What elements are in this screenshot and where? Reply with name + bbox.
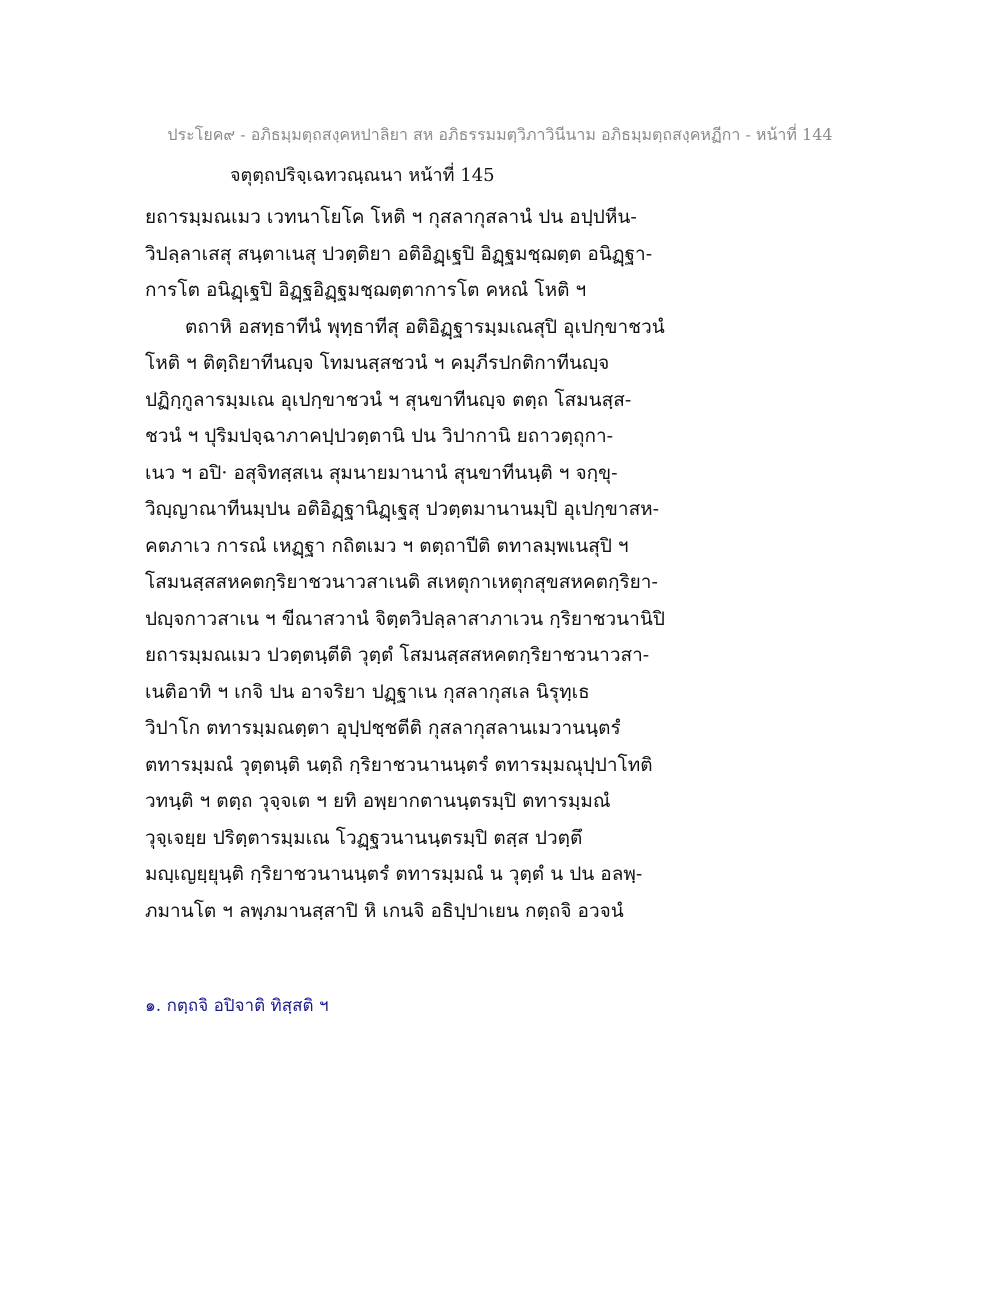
text-line: ยถารมฺมณเมว ปวตฺตนฺตีติ วุตฺตํ โสมนสฺสสหคตกฺริยาชวนาวสา- (145, 644, 650, 666)
text-line: ภมานโต ฯ ลพฺภมานสฺสาปิ หิ เกนจิ อธิปฺปาเยน กตฺถจิ อวจนํ (145, 899, 624, 922)
text-line: ยถารมฺมณเมว เวทนาโยโค โหติ ฯ กุสลากุสลานํ ปน อปฺปหีน- (145, 206, 637, 228)
text-line: มญฺเญยฺยุนฺติ กฺริยาชวนานนฺตรํ ตทารมฺมณํ น วุตฺตํ น ปน อลพฺ- (145, 863, 643, 885)
text-line: วิปาโก ตทารมฺมณตฺตา อุปฺปชฺชตีติ กุสลากุสลานเมวานนฺตรํ (145, 717, 621, 739)
text-line: โสมนสฺสสหคตกฺริยาชวนาวสาเนติ สเหตุกาเหตุกสุขสหคตกฺริยา- (145, 571, 658, 593)
text-line: คตภาเว การณํ เหฏฺฐา กถิตเมว ฯ ตตฺถาปีติ ตทาลมฺพเนสุปิ ฯ (145, 534, 629, 557)
running-header: ประโยค๙ - อภิธมฺมตฺถสงฺคหปาลิยา สห อภิธรรมมตฺวิภาวินีนาม อภิธมฺมตฺถสงฺคหฏีกา - หน้าที่ 144 (167, 125, 833, 144)
body-text (145, 202, 865, 932)
text-line: เนติอาทิ ฯ เกจิ ปน อาจริยา ปฏฺฐาเน กุสลากุสเล นิรุทฺเธ (145, 680, 590, 703)
text-line: เนว ฯ อปิ· อสุจิทสฺสเน สุมนายมานานํ สุนขาทีนนฺติ ฯ จกฺขุ- (145, 461, 618, 484)
text-line: วิญฺญาณาทีนมฺปน อติอิฏฺฐานิฏฺเฐสุ ปวตฺตมานานมฺปิ อุเปกฺขาสห- (145, 498, 660, 520)
text-line: ตทารมฺมณํ วุตฺตนฺติ นตฺถิ กฺริยาชวนานนฺตรํ ตทารมฺมณุปฺปาโทติ (145, 753, 653, 776)
footnote: ๑. กตฺถจิ อปิจาติ ทิสฺสติ ฯ (145, 996, 329, 1016)
text-line: วุจฺเจยฺย ปริตฺตารมฺมเณ โวฏฺฐวนานนฺตรมฺปิ ตสฺส ปวตฺตึ (145, 826, 583, 849)
text-line: การโต อนิฏฺเฐปิ อิฏฺฐอิฏฺฐมชฺฌตฺตาการโต คหณํ โหติ ฯ (145, 279, 587, 301)
text-line: ตถาหิ อสทฺธาทีนํ พุทฺธาทีสุ อติอิฏฺฐารมฺมเณสุปิ อุเปกฺขาชวนํ (185, 315, 665, 338)
text-line: ปฏิกฺกูลารมฺมเณ อุเปกฺขาชวนํ ฯ สุนขาทีนญฺจ ตตฺถ โสมนสฺส- (145, 388, 632, 411)
text-line: โหติ ฯ ติตฺถิยาทีนญฺจ โทมนสฺสชวนํ ฯ คมฺภีรปกติกาทีนญฺจ (145, 352, 610, 374)
text-line: ปญฺจกาวสาเน ฯ ขีณาสวานํ จิตฺตวิปลฺลาสาภาเวน กฺริยาชวนานิปิ (145, 607, 665, 630)
text-line: วทนฺติ ฯ ตตฺถ วุจฺจเต ฯ ยทิ อพฺยากตานนฺตรมฺปิ ตทารมฺมณํ (145, 790, 611, 812)
text-line: วิปลฺลาเสสุ สนฺตาเนสุ ปวตฺติยา อติอิฏฺเฐปิ อิฏฺฐมชฺฌตฺต อนิฏฺฐา- (145, 242, 653, 265)
chapter-heading: จตุตฺถปริจฺเฉทวณฺณนา หน้าที่ 145 (230, 165, 495, 186)
text-line: ชวนํ ฯ ปุริมปจฺฉาภาคปฺปวตฺตานิ ปน วิปากานิ ยถาวตฺถุกา- (145, 425, 614, 447)
